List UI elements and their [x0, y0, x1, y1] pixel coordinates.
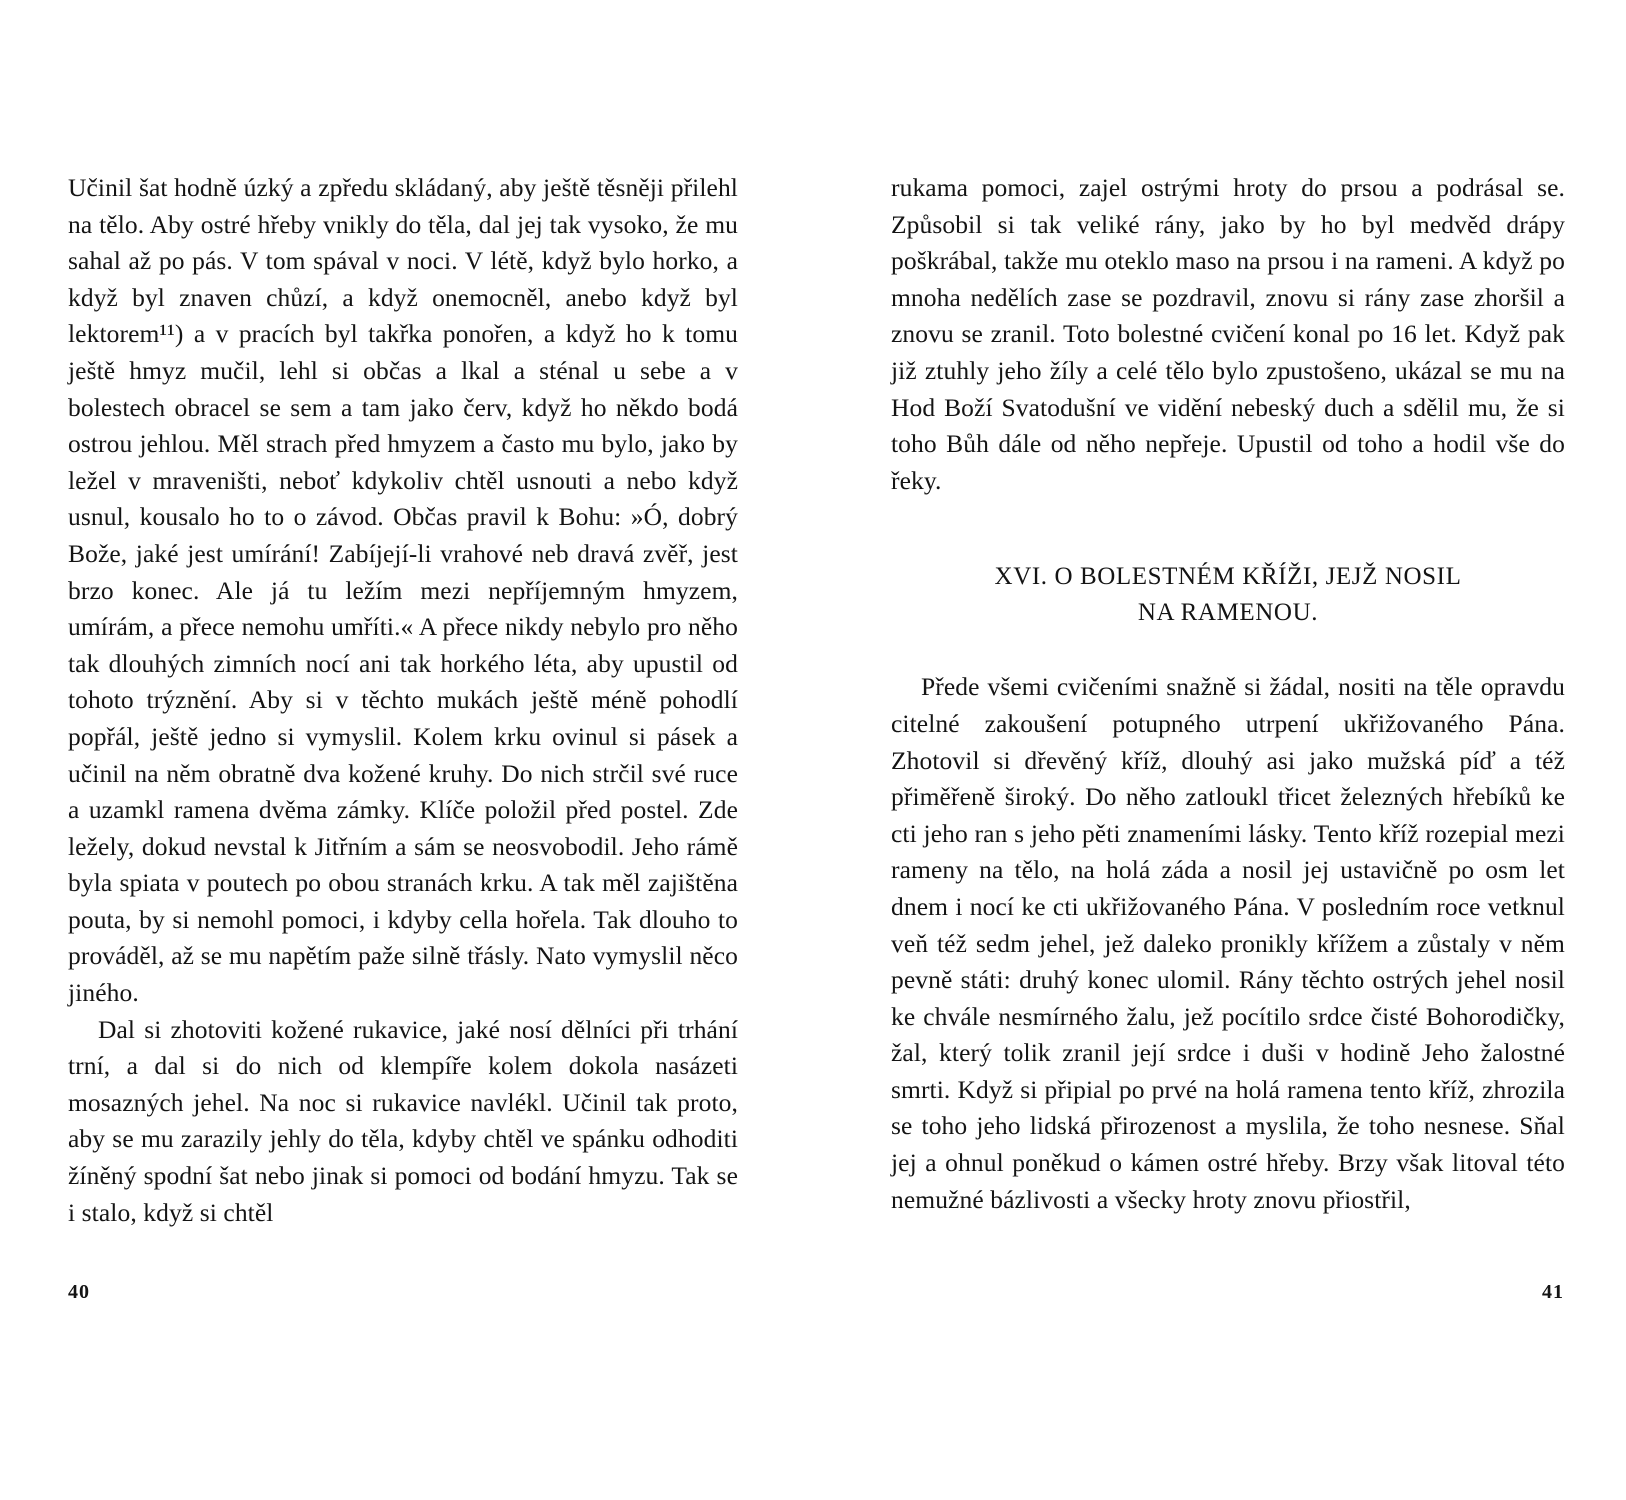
chapter-heading-line-1: XVI. O BOLESTNÉM KŘÍŽI, JEJŽ NOSIL [994, 563, 1462, 591]
page-number-left: 40 [68, 1281, 90, 1303]
chapter-heading-line-2: NA RAMENOU. [1137, 599, 1319, 627]
left-page-textblock [68, 170, 738, 1231]
paragraph: Přede všemi cvičeními snažně si žádal, nositi na těle opravdu citelné zakoušení potupného utrpení ukřižovaného Pána. Zhotovil si dřevěný kříž, dlouhý asi jako mužská píď a též přiměřeně široký. Do něho zatloukl třicet železných hřebíků ke cti jeho ran s jeho pěti znameními lásky. Tento kříž rozepial mezi rameny na tělo, na holá záda a nosil jej ustavičně po osm let dnem i nocí ke cti ukřižovaného Pána. V posledním roce vetknul veň též sedm jehel, jež daleko pronikly křížem a zůstaly v něm pevně státi: druhý konec ulomil. Rány těchto ostrých jehel nosil ke chvále nesmírného žalu, jež pocítilo srdce čisté Bohorodičky, žal, který tolik zranil její srdce i duši v hodině Jeho žalostné smrti. Když si připial po prvé na holá ramena tento kříž, zhrozila se toho jeho lidská přirozenost a myslila, že toho nesnese. Sňal jej a ohnul poněkud o kámen ostré hřeby. Brzy však litoval této nemužné bázlivosti a všecky hroty znovu přiostřil, [891, 672, 1565, 1214]
chapter-heading [891, 499, 1565, 669]
paragraph-continuation: rukama pomoci, zajel ostrými hroty do prsou a podrásal se. Způsobil si tak veliké rány, jako by ho byl medvěd drápy poškrábal, takže mu oteklo maso na prsou i na rameni. A když po mnoha nedělích zase se pozdravil, znovu si rány zase zhoršil a znovu se zranil. Toto bolestné cvičení konal po 16 let. Když pak již ztuhly jeho žíly a celé tělo bylo zpustošeno, ukázal se mu na Hod Boží Svatodušní ve vidění nebeský duch a sdělil mu, že si toho Bůh dále od něho nepřeje. Upustil od toho a hodil vše do řeky. [891, 173, 1565, 495]
paragraph: Dal si zhotoviti kožené rukavice, jaké nosí dělníci při trhání trní, a dal si do nich od klempíře kolem dokola nasázeti mosazných jehel. Na noc si rukavice navlékl. Učinil tak proto, aby se mu zarazily jehly do těla, kdyby chtěl ve spánku odhoditi žíněný spodní šat nebo jinak si pomoci od bodání hmyzu. Tak se i stalo, když si chtěl [68, 1014, 738, 1227]
page-number-right: 41 [1542, 1281, 1564, 1303]
right-page-textblock [891, 170, 1565, 1218]
right-page [813, 0, 1626, 1500]
right-page-body [891, 170, 1565, 1218]
paragraph: Učinil šat hodně úzký a zpředu skládaný, aby ještě těsněji přilehl na tělo. Aby ostré hřeby vnikly do těla, dal jej tak vysoko, že mu sahal až po pás. V tom spával v noci. V létě, když bylo horko, a když byl znaven chůzí, a když onemocněl, anebo když byl lektorem¹¹) a v pracích byl takřka ponořen, a když ho k tomu ještě hmyz mučil, lehl si občas a lkal a sténal u sebe a v bolestech obracel se sem a tam jako červ, když ho někdo bodá ostrou jehlou. Měl strach před hmyzem a často mu bylo, jako by ležel v mraveništi, neboť kdykoliv chtěl usnouti a nebo když usnul, kousalo ho to o závod. Občas pravil k Bohu: »Ó, dobrý Bože, jaké jest umírání! Zabíjejí-li vrahové neb dravá zvěř, jest brzo konec. Ale já tu ležím mezi nepříjemným hmyzem, umírám, a přece nemohu umříti.« A přece nikdy nebylo pro něho tak dlouhých zimních nocí ani tak horkého léta, aby upustil od tohoto trýznění. Aby si v těchto mukách ještě méně pohodlí popřál, ještě jedno si vymyslil. Kolem krku ovinul si pásek a učinil na něm obratně dva kožené kruhy. Do nich strčil své ruce a uzamkl ramena dvěma zámky. Klíče položil před postel. Zde ležely, dokud nevstal k Jitřním a sám se neosvobodil. Jeho rámě byla spiata v poutech po obou stranách krku. A tak měl zajištěna pouta, by si nemohl pomoci, i kdyby cella hořela. Tak dlouho to prováděl, až se mu napětím paže silně třásly. Nato vymyslil něco jiného. [68, 173, 738, 1008]
left-page-body [68, 170, 738, 1231]
